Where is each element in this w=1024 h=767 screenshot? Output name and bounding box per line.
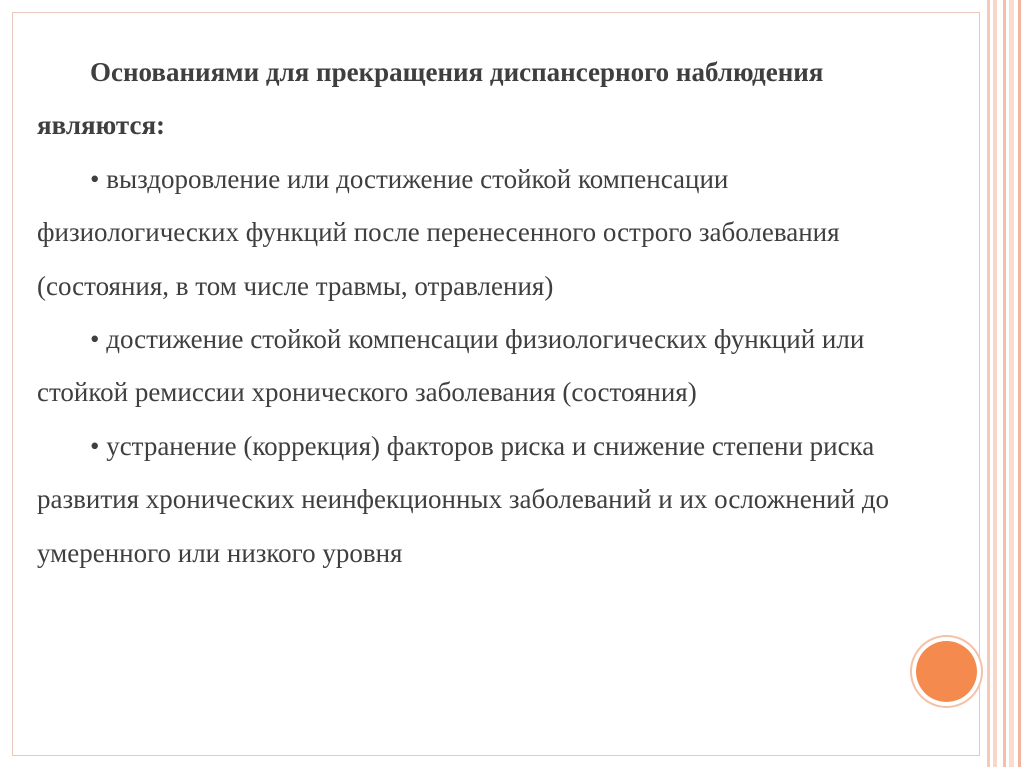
decorative-side-stripes	[980, 0, 1024, 767]
stripe-5	[1018, 0, 1021, 767]
stripe-4	[1009, 0, 1014, 767]
slide-content	[37, 46, 927, 580]
slide-heading: Основаниями для прекращения диспансерного наблюдения являются:	[37, 57, 824, 141]
bullet-item-1: • выздоровление или достижение стойкой компенсации физиологических функций после перенесенного острого заболевания (состояния, в том числе травмы, отравления)	[37, 163, 840, 301]
decorative-circle-icon	[916, 641, 977, 702]
stripe-3	[1003, 0, 1006, 767]
bullet-item-3: • устранение (коррекция) факторов риска и снижение степени риска развития хронических неинфекционных заболеваний и их осложнений до умеренного или низкого уровня	[37, 430, 890, 568]
stripe-2	[993, 0, 997, 767]
stripe-1	[987, 0, 990, 767]
bullet-item-2: • достижение стойкой компенсации физиологических функций или стойкой ремиссии хронического заболевания (состояния)	[37, 324, 865, 408]
